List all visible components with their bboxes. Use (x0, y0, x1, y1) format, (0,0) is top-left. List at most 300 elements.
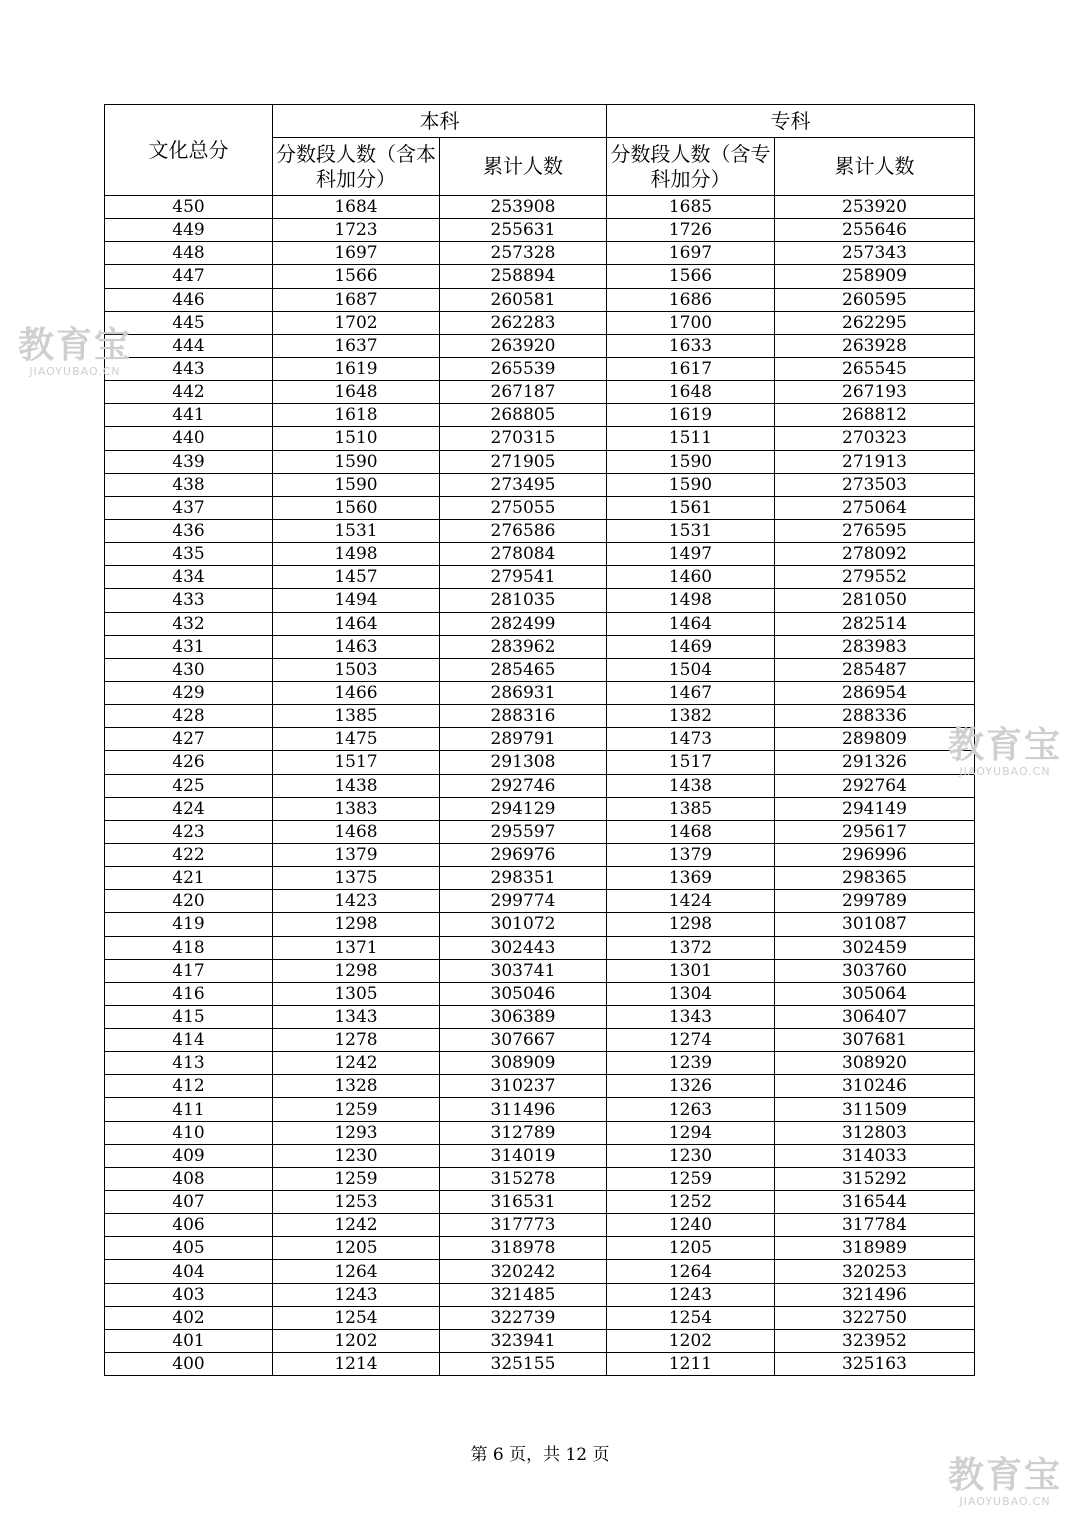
score-cell: 400 (105, 1353, 273, 1376)
table-row (105, 982, 975, 1005)
vocational-cumulative-cell: 257343 (775, 242, 975, 265)
undergrad-segment-cell: 1637 (273, 334, 440, 357)
table-row (105, 705, 975, 728)
undergrad-segment-cell: 1242 (273, 1214, 440, 1237)
vocational-segment-cell: 1511 (607, 427, 775, 450)
table-row (105, 959, 975, 982)
score-cell: 428 (105, 705, 273, 728)
vocational-segment-cell: 1294 (607, 1121, 775, 1144)
score-cell: 419 (105, 913, 273, 936)
table-row (105, 543, 975, 566)
undergrad-segment-cell: 1619 (273, 357, 440, 380)
table-row (105, 913, 975, 936)
undergrad-segment-cell: 1375 (273, 867, 440, 890)
undergrad-segment-cell: 1259 (273, 1098, 440, 1121)
vocational-segment-cell: 1531 (607, 519, 775, 542)
vocational-segment-cell: 1304 (607, 982, 775, 1005)
vocational-cumulative-cell: 286954 (775, 681, 975, 704)
vocational-cumulative-cell: 310246 (775, 1075, 975, 1098)
vocational-cumulative-cell: 271913 (775, 450, 975, 473)
undergrad-segment-cell: 1278 (273, 1029, 440, 1052)
undergrad-segment-cell: 1687 (273, 288, 440, 311)
vocational-cumulative-cell: 267193 (775, 381, 975, 404)
vocational-segment-cell: 1590 (607, 450, 775, 473)
table-row (105, 1237, 975, 1260)
score-cell: 434 (105, 566, 273, 589)
table-row (105, 381, 975, 404)
vocational-cumulative-cell: 303760 (775, 959, 975, 982)
table-row (105, 1167, 975, 1190)
vocational-cumulative-cell: 298365 (775, 867, 975, 890)
vocational-cumulative-cell: 260595 (775, 288, 975, 311)
vocational-cumulative-cell: 321496 (775, 1283, 975, 1306)
score-cell: 422 (105, 843, 273, 866)
vocational-cumulative-cell: 311509 (775, 1098, 975, 1121)
score-cell: 411 (105, 1098, 273, 1121)
score-cell: 445 (105, 311, 273, 334)
vocational-cumulative-cell: 295617 (775, 820, 975, 843)
vocational-segment-cell: 1633 (607, 334, 775, 357)
score-cell: 447 (105, 265, 273, 288)
undergrad-cumulative-cell: 260581 (440, 288, 607, 311)
vocational-cumulative-cell: 282514 (775, 612, 975, 635)
vocational-cumulative-cell: 302459 (775, 936, 975, 959)
vocational-segment-cell: 1504 (607, 658, 775, 681)
vocational-segment-cell: 1686 (607, 288, 775, 311)
header-undergrad-group: 本科 (273, 105, 607, 138)
vocational-cumulative-cell: 255646 (775, 219, 975, 242)
undergrad-cumulative-cell: 305046 (440, 982, 607, 1005)
undergrad-cumulative-cell: 325155 (440, 1353, 607, 1376)
vocational-segment-cell: 1438 (607, 774, 775, 797)
undergrad-segment-cell: 1503 (273, 658, 440, 681)
vocational-segment-cell: 1254 (607, 1306, 775, 1329)
table-row (105, 1144, 975, 1167)
vocational-segment-cell: 1301 (607, 959, 775, 982)
undergrad-segment-cell: 1205 (273, 1237, 440, 1260)
vocational-cumulative-cell: 312803 (775, 1121, 975, 1144)
undergrad-segment-cell: 1560 (273, 496, 440, 519)
vocational-segment-cell: 1697 (607, 242, 775, 265)
table-row (105, 1306, 975, 1329)
score-cell: 424 (105, 797, 273, 820)
vocational-cumulative-cell: 296996 (775, 843, 975, 866)
undergrad-segment-cell: 1423 (273, 890, 440, 913)
vocational-cumulative-cell: 273503 (775, 473, 975, 496)
undergrad-segment-cell: 1590 (273, 473, 440, 496)
vocational-segment-cell: 1700 (607, 311, 775, 334)
undergrad-cumulative-cell: 270315 (440, 427, 607, 450)
score-cell: 415 (105, 1005, 273, 1028)
vocational-cumulative-cell: 292764 (775, 774, 975, 797)
undergrad-cumulative-cell: 306389 (440, 1005, 607, 1028)
score-cell: 427 (105, 728, 273, 751)
undergrad-cumulative-cell: 282499 (440, 612, 607, 635)
table-row (105, 589, 975, 612)
vocational-cumulative-cell: 314033 (775, 1144, 975, 1167)
undergrad-cumulative-cell: 268805 (440, 404, 607, 427)
vocational-segment-cell: 1424 (607, 890, 775, 913)
vocational-segment-cell: 1252 (607, 1191, 775, 1214)
page-number: 第 6 页，共 12 页 (470, 1445, 610, 1465)
table-row (105, 519, 975, 542)
watermark-domain: JIAOYUBAO.CN (959, 1495, 1051, 1508)
score-cell: 450 (105, 196, 273, 219)
score-cell: 430 (105, 658, 273, 681)
table-row (105, 1191, 975, 1214)
table-row (105, 797, 975, 820)
undergrad-cumulative-cell: 316531 (440, 1191, 607, 1214)
undergrad-cumulative-cell: 253908 (440, 196, 607, 219)
vocational-segment-cell: 1240 (607, 1214, 775, 1237)
vocational-segment-cell: 1259 (607, 1167, 775, 1190)
undergrad-cumulative-cell: 321485 (440, 1283, 607, 1306)
undergrad-cumulative-cell: 275055 (440, 496, 607, 519)
vocational-cumulative-cell: 318989 (775, 1237, 975, 1260)
watermark-logo (948, 1456, 1062, 1508)
undergrad-segment-cell: 1590 (273, 450, 440, 473)
score-cell: 407 (105, 1191, 273, 1214)
table-row (105, 681, 975, 704)
vocational-cumulative-cell: 325163 (775, 1353, 975, 1376)
table-row (105, 265, 975, 288)
undergrad-segment-cell: 1468 (273, 820, 440, 843)
vocational-segment-cell: 1298 (607, 913, 775, 936)
table-row (105, 334, 975, 357)
undergrad-cumulative-cell: 302443 (440, 936, 607, 959)
score-cell: 423 (105, 820, 273, 843)
table-row (105, 496, 975, 519)
score-cell: 429 (105, 681, 273, 704)
undergrad-segment-cell: 1475 (273, 728, 440, 751)
vocational-segment-cell: 1372 (607, 936, 775, 959)
undergrad-cumulative-cell: 310237 (440, 1075, 607, 1098)
vocational-cumulative-cell: 262295 (775, 311, 975, 334)
undergrad-segment-cell: 1466 (273, 681, 440, 704)
vocational-segment-cell: 1211 (607, 1353, 775, 1376)
undergrad-segment-cell: 1457 (273, 566, 440, 589)
table-row (105, 404, 975, 427)
score-cell: 420 (105, 890, 273, 913)
vocational-segment-cell: 1274 (607, 1029, 775, 1052)
vocational-cumulative-cell: 308920 (775, 1052, 975, 1075)
vocational-segment-cell: 1590 (607, 473, 775, 496)
score-cell: 437 (105, 496, 273, 519)
score-cell: 409 (105, 1144, 273, 1167)
table-row (105, 751, 975, 774)
score-cell: 431 (105, 635, 273, 658)
score-cell: 413 (105, 1052, 273, 1075)
vocational-cumulative-cell: 289809 (775, 728, 975, 751)
undergrad-segment-cell: 1494 (273, 589, 440, 612)
undergrad-segment-cell: 1684 (273, 196, 440, 219)
score-cell: 444 (105, 334, 273, 357)
score-cell: 412 (105, 1075, 273, 1098)
vocational-cumulative-cell: 276595 (775, 519, 975, 542)
vocational-cumulative-cell: 279552 (775, 566, 975, 589)
undergrad-cumulative-cell: 281035 (440, 589, 607, 612)
table-row (105, 242, 975, 265)
undergrad-cumulative-cell: 273495 (440, 473, 607, 496)
undergrad-segment-cell: 1328 (273, 1075, 440, 1098)
undergrad-segment-cell: 1697 (273, 242, 440, 265)
vocational-cumulative-cell: 281050 (775, 589, 975, 612)
vocational-cumulative-cell: 299789 (775, 890, 975, 913)
score-cell: 436 (105, 519, 273, 542)
undergrad-segment-cell: 1379 (273, 843, 440, 866)
table-row (105, 820, 975, 843)
undergrad-segment-cell: 1383 (273, 797, 440, 820)
undergrad-segment-cell: 1702 (273, 311, 440, 334)
undergrad-segment-cell: 1648 (273, 381, 440, 404)
table-body (105, 196, 975, 1376)
vocational-cumulative-cell: 253920 (775, 196, 975, 219)
table-row (105, 1098, 975, 1121)
vocational-segment-cell: 1469 (607, 635, 775, 658)
header-vocational-segment-count: 分数段人数（含专科加分） (607, 138, 775, 196)
undergrad-cumulative-cell: 322739 (440, 1306, 607, 1329)
table-row (105, 612, 975, 635)
undergrad-segment-cell: 1298 (273, 959, 440, 982)
vocational-segment-cell: 1326 (607, 1075, 775, 1098)
table-row (105, 774, 975, 797)
vocational-cumulative-cell: 322750 (775, 1306, 975, 1329)
vocational-cumulative-cell: 265545 (775, 357, 975, 380)
undergrad-cumulative-cell: 285465 (440, 658, 607, 681)
undergrad-cumulative-cell: 255631 (440, 219, 607, 242)
vocational-segment-cell: 1468 (607, 820, 775, 843)
table-row (105, 288, 975, 311)
vocational-segment-cell: 1473 (607, 728, 775, 751)
undergrad-cumulative-cell: 296976 (440, 843, 607, 866)
undergrad-segment-cell: 1517 (273, 751, 440, 774)
header-vocational-group: 专科 (607, 105, 975, 138)
score-cell: 449 (105, 219, 273, 242)
score-cell: 446 (105, 288, 273, 311)
vocational-segment-cell: 1648 (607, 381, 775, 404)
vocational-cumulative-cell: 288336 (775, 705, 975, 728)
table-row (105, 1329, 975, 1352)
table-row (105, 1121, 975, 1144)
undergrad-segment-cell: 1463 (273, 635, 440, 658)
vocational-segment-cell: 1263 (607, 1098, 775, 1121)
table-row (105, 728, 975, 751)
score-cell: 405 (105, 1237, 273, 1260)
undergrad-cumulative-cell: 288316 (440, 705, 607, 728)
score-cell: 406 (105, 1214, 273, 1237)
vocational-segment-cell: 1497 (607, 543, 775, 566)
undergrad-cumulative-cell: 283962 (440, 635, 607, 658)
undergrad-cumulative-cell: 262283 (440, 311, 607, 334)
table-row (105, 658, 975, 681)
vocational-segment-cell: 1239 (607, 1052, 775, 1075)
table-row (105, 219, 975, 242)
vocational-segment-cell: 1619 (607, 404, 775, 427)
undergrad-segment-cell: 1510 (273, 427, 440, 450)
vocational-cumulative-cell: 307681 (775, 1029, 975, 1052)
score-cell: 404 (105, 1260, 273, 1283)
score-cell: 441 (105, 404, 273, 427)
undergrad-segment-cell: 1298 (273, 913, 440, 936)
undergrad-cumulative-cell: 301072 (440, 913, 607, 936)
undergrad-cumulative-cell: 307667 (440, 1029, 607, 1052)
undergrad-segment-cell: 1253 (273, 1191, 440, 1214)
undergrad-segment-cell: 1371 (273, 936, 440, 959)
vocational-segment-cell: 1498 (607, 589, 775, 612)
undergrad-segment-cell: 1618 (273, 404, 440, 427)
watermark-text: 教育宝 (948, 725, 1063, 766)
table-row (105, 936, 975, 959)
undergrad-segment-cell: 1254 (273, 1306, 440, 1329)
undergrad-cumulative-cell: 299774 (440, 890, 607, 913)
undergrad-cumulative-cell: 317773 (440, 1214, 607, 1237)
vocational-cumulative-cell: 323952 (775, 1329, 975, 1352)
vocational-cumulative-cell: 278092 (775, 543, 975, 566)
table-row (105, 427, 975, 450)
score-cell: 440 (105, 427, 273, 450)
header-vocational-cumulative: 累计人数 (775, 138, 975, 196)
undergrad-segment-cell: 1259 (273, 1167, 440, 1190)
vocational-cumulative-cell: 294149 (775, 797, 975, 820)
vocational-segment-cell: 1379 (607, 843, 775, 866)
undergrad-cumulative-cell: 311496 (440, 1098, 607, 1121)
vocational-cumulative-cell: 270323 (775, 427, 975, 450)
undergrad-segment-cell: 1343 (273, 1005, 440, 1028)
header-undergrad-segment-count: 分数段人数（含本科加分） (273, 138, 440, 196)
undergrad-segment-cell: 1293 (273, 1121, 440, 1144)
undergrad-cumulative-cell: 318978 (440, 1237, 607, 1260)
undergrad-cumulative-cell: 323941 (440, 1329, 607, 1352)
vocational-segment-cell: 1467 (607, 681, 775, 704)
watermark-text: 教育宝 (948, 1455, 1063, 1496)
undergrad-cumulative-cell: 295597 (440, 820, 607, 843)
score-distribution-table (104, 104, 975, 1376)
undergrad-segment-cell: 1202 (273, 1329, 440, 1352)
undergrad-cumulative-cell: 278084 (440, 543, 607, 566)
vocational-segment-cell: 1685 (607, 196, 775, 219)
vocational-segment-cell: 1205 (607, 1237, 775, 1260)
score-cell: 433 (105, 589, 273, 612)
undergrad-segment-cell: 1498 (273, 543, 440, 566)
undergrad-cumulative-cell: 257328 (440, 242, 607, 265)
score-cell: 448 (105, 242, 273, 265)
undergrad-cumulative-cell: 263920 (440, 334, 607, 357)
table-row (105, 867, 975, 890)
vocational-cumulative-cell: 320253 (775, 1260, 975, 1283)
table-row (105, 566, 975, 589)
vocational-cumulative-cell: 301087 (775, 913, 975, 936)
vocational-cumulative-cell: 275064 (775, 496, 975, 519)
table-row (105, 450, 975, 473)
vocational-segment-cell: 1617 (607, 357, 775, 380)
undergrad-segment-cell: 1385 (273, 705, 440, 728)
undergrad-segment-cell: 1531 (273, 519, 440, 542)
vocational-segment-cell: 1382 (607, 705, 775, 728)
vocational-cumulative-cell: 268812 (775, 404, 975, 427)
watermark-logo (948, 726, 1062, 778)
undergrad-segment-cell: 1305 (273, 982, 440, 1005)
vocational-cumulative-cell: 283983 (775, 635, 975, 658)
score-cell: 417 (105, 959, 273, 982)
undergrad-cumulative-cell: 258894 (440, 265, 607, 288)
undergrad-cumulative-cell: 271905 (440, 450, 607, 473)
score-cell: 402 (105, 1306, 273, 1329)
table-row (105, 1052, 975, 1075)
undergrad-segment-cell: 1264 (273, 1260, 440, 1283)
score-cell: 435 (105, 543, 273, 566)
vocational-cumulative-cell: 258909 (775, 265, 975, 288)
undergrad-cumulative-cell: 286931 (440, 681, 607, 704)
table-row (105, 1029, 975, 1052)
table-row (105, 635, 975, 658)
table-row (105, 1005, 975, 1028)
vocational-segment-cell: 1369 (607, 867, 775, 890)
undergrad-segment-cell: 1243 (273, 1283, 440, 1306)
undergrad-segment-cell: 1230 (273, 1144, 440, 1167)
vocational-segment-cell: 1343 (607, 1005, 775, 1028)
undergrad-cumulative-cell: 298351 (440, 867, 607, 890)
undergrad-cumulative-cell: 276586 (440, 519, 607, 542)
score-cell: 410 (105, 1121, 273, 1144)
score-cell: 418 (105, 936, 273, 959)
table-row (105, 196, 975, 219)
score-cell: 439 (105, 450, 273, 473)
score-cell: 432 (105, 612, 273, 635)
score-cell: 408 (105, 1167, 273, 1190)
vocational-segment-cell: 1561 (607, 496, 775, 519)
header-total-score: 文化总分 (105, 105, 273, 196)
undergrad-segment-cell: 1464 (273, 612, 440, 635)
score-cell: 442 (105, 381, 273, 404)
table-row (105, 357, 975, 380)
table-row (105, 311, 975, 334)
vocational-segment-cell: 1726 (607, 219, 775, 242)
score-cell: 443 (105, 357, 273, 380)
undergrad-cumulative-cell: 279541 (440, 566, 607, 589)
vocational-cumulative-cell: 316544 (775, 1191, 975, 1214)
undergrad-cumulative-cell: 289791 (440, 728, 607, 751)
watermark-domain: JIAOYUBAO.CN (959, 765, 1051, 778)
table-row (105, 1283, 975, 1306)
undergrad-cumulative-cell: 294129 (440, 797, 607, 820)
score-cell: 414 (105, 1029, 273, 1052)
table-row (105, 1260, 975, 1283)
undergrad-cumulative-cell: 308909 (440, 1052, 607, 1075)
vocational-segment-cell: 1464 (607, 612, 775, 635)
table-row (105, 1075, 975, 1098)
score-cell: 401 (105, 1329, 273, 1352)
undergrad-cumulative-cell: 303741 (440, 959, 607, 982)
vocational-cumulative-cell: 315292 (775, 1167, 975, 1190)
undergrad-cumulative-cell: 312789 (440, 1121, 607, 1144)
table-row (105, 843, 975, 866)
vocational-segment-cell: 1230 (607, 1144, 775, 1167)
vocational-segment-cell: 1202 (607, 1329, 775, 1352)
table-row (105, 1353, 975, 1376)
score-cell: 416 (105, 982, 273, 1005)
header-undergrad-cumulative: 累计人数 (440, 138, 607, 196)
vocational-segment-cell: 1566 (607, 265, 775, 288)
watermark-domain: JIAOYUBAO.CN (29, 365, 121, 378)
undergrad-cumulative-cell: 267187 (440, 381, 607, 404)
undergrad-cumulative-cell: 292746 (440, 774, 607, 797)
undergrad-segment-cell: 1214 (273, 1353, 440, 1376)
undergrad-segment-cell: 1242 (273, 1052, 440, 1075)
undergrad-segment-cell: 1438 (273, 774, 440, 797)
vocational-cumulative-cell: 285487 (775, 658, 975, 681)
vocational-cumulative-cell: 305064 (775, 982, 975, 1005)
vocational-cumulative-cell: 317784 (775, 1214, 975, 1237)
